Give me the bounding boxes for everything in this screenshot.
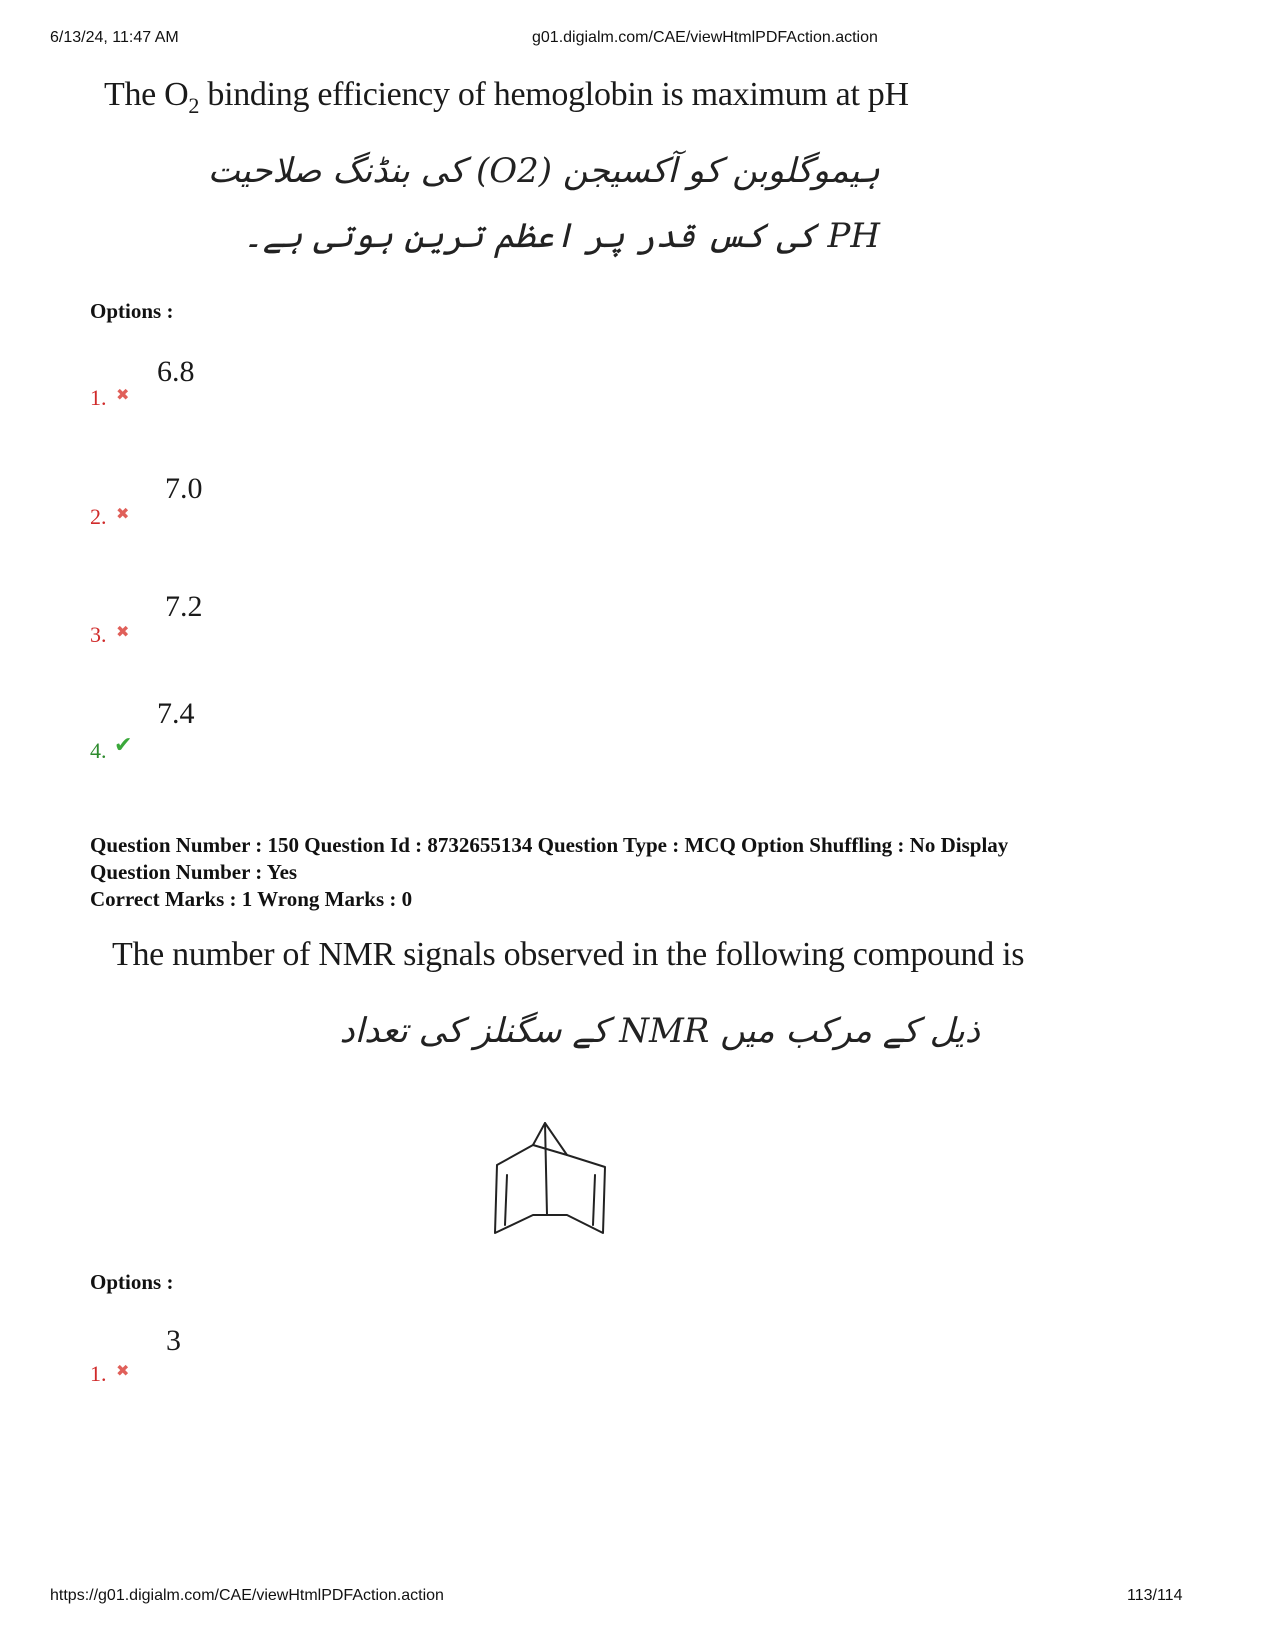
print-footer-url: https://g01.digialm.com/CAE/viewHtmlPDFAction.action [50,1587,444,1604]
norbornadiene-structure-icon [485,1115,620,1240]
wrong-mark-icon: ✖ [116,1361,130,1380]
option-number: 2. [90,504,107,529]
question-150-urdu-line-1: ذیل کے مرکب میں NMR کے سگنلز کی تعداد [339,1011,980,1051]
print-header-url: g01.digialm.com/CAE/viewHtmlPDFAction.action [532,29,878,46]
question-149-text: The $O_2$ binding efficiency of hemoglobin is maximum at pH [104,76,909,118]
option-number: 3. [90,622,107,647]
option-value: 6.8 [157,355,195,388]
option-value: 7.2 [165,590,203,623]
option-value: 7.0 [165,472,203,505]
option-value: 7.4 [157,697,195,730]
wrong-mark-icon: ✖ [116,385,130,404]
question-meta-line: Question Number : 150 Question Id : 8732655134 Question Type : MCQ Option Shuffling : No Display [90,833,1009,857]
correct-check-icon: ✔ [114,733,133,758]
wrong-mark-icon: ✖ [116,504,130,523]
page-number: 113/114 [1127,1587,1183,1604]
question-150-meta [90,832,1008,913]
option-value: 3 [166,1324,181,1357]
question-149-urdu-line-1: ہیموگلوبن کو آکسیجن (O2) کی بنڈنگ صلاحیت [207,151,880,191]
option-number: 1. [90,385,107,410]
option-number: 4. [90,738,107,763]
question-meta-line: Question Number : Yes [90,860,298,884]
options-label: Options : [90,299,174,323]
option-number: 1. [90,1361,107,1386]
wrong-mark-icon: ✖ [116,622,130,641]
question-marks-line: Correct Marks : 1 Wrong Marks : 0 [90,887,413,911]
question-149-urdu-line-2: PH کی کس قدر پر اعظم ترین ہوتی ہے۔ [242,216,880,256]
question-150-text: The number of NMR signals observed in the following compound is [112,936,1025,973]
print-datetime: 6/13/24, 11:47 AM [50,29,179,46]
options-label: Options : [90,1270,174,1294]
